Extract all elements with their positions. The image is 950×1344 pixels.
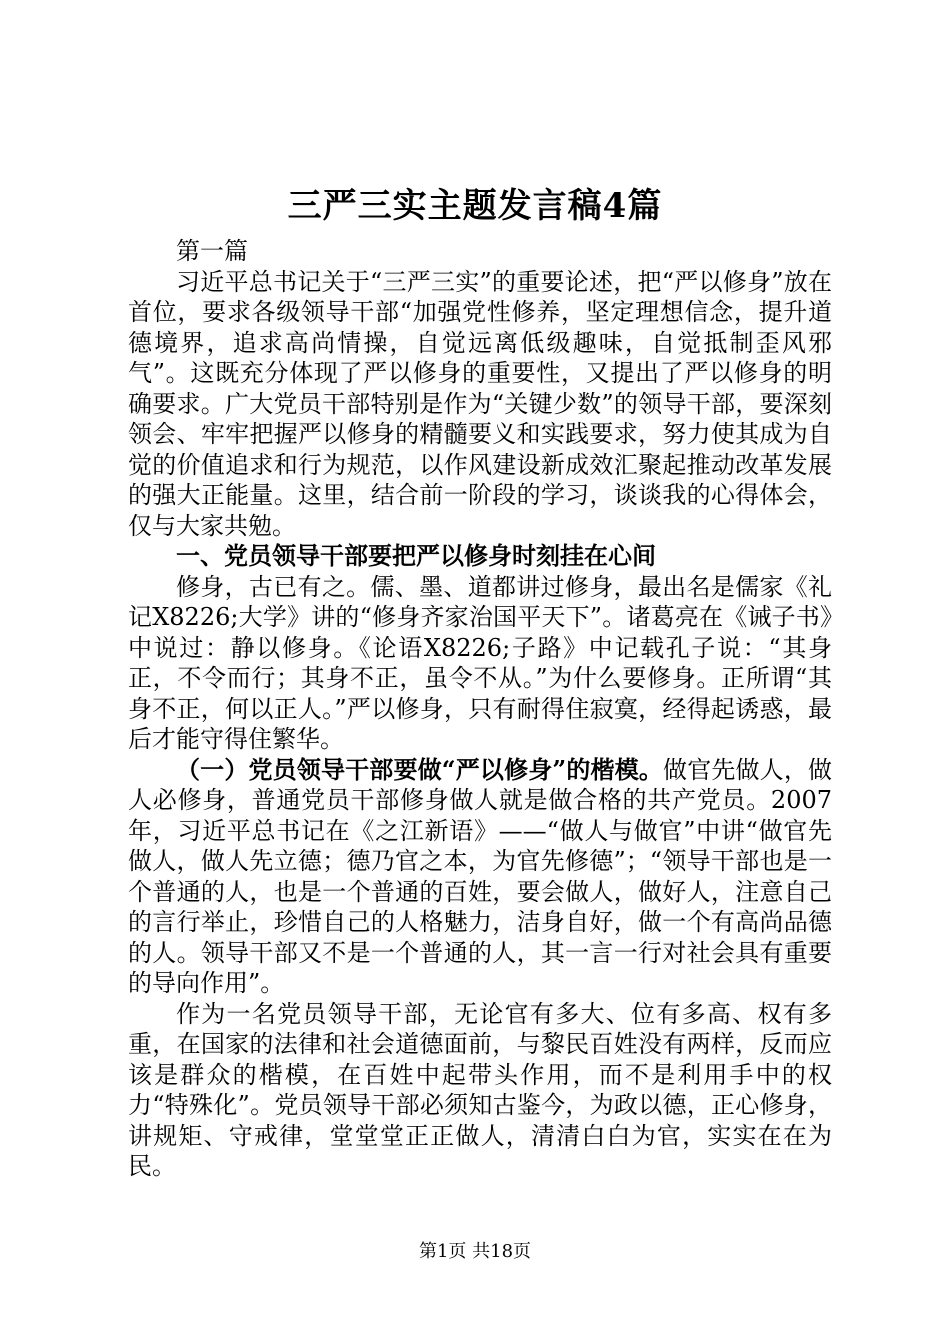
subsection-heading: （一）党员领导干部要做“严以修身”的楷模。 <box>176 754 664 784</box>
paragraph-self-cultivation: 修身，古已有之。儒、墨、道都讲过修身，最出名是儒家《礼记X8226;大学》讲的“修身齐家治国平天下”。诸葛亮在《诫子书》中说过：静以修身。《论语X8226;子路》中记载孔子说：“其身正，不令而行；其身不正，虽令不从。”为什么要修身。正所谓“其身不正，何以正人。”严以修身，只有耐得住寂寞，经得起诱惑，最后才能守得住繁华。 <box>128 572 832 753</box>
section-label: 第一篇 <box>176 237 248 265</box>
page-footer: 第1页 共18页 <box>418 1241 532 1262</box>
paragraph-cadre-duty: 作为一名党员领导干部，无论官有多大、位有多高、权有多重，在国家的法律和社会道德面前，与黎民百姓没有两样，反而应该是群众的楷模，在百姓中起带头作用，而不是利用手中的权力“特殊化”。党员领导干部必须知古鉴今，为政以德，正心修身，讲规矩、守戒律，堂堂堂正正做人，清清白白为官，实实在在为民。 <box>128 999 832 1180</box>
document-title: 三严三实主题发言稿4篇 <box>287 186 663 226</box>
paragraph-role-model <box>128 755 832 999</box>
document-body <box>128 236 832 1182</box>
section-heading: 一、党员领导干部要把严以修身时刻挂在心间 <box>176 541 656 570</box>
paragraph-role-model-text: 做官先做人，做人必修身，普通党员干部修身做人就是做合格的共产党员。2007年，习近平总书记在《之江新语》——“做人与做官”中讲“做官先做人，做人先立德；德乃官之本，为官先修德”；“领导干部也是一个普通的人，也是一个普通的百姓，要会做人，做好人，注意自己的言行举止，珍惜自己的人格魅力，洁身自好，做一个有高尚品德的人。领导干部又不是一个普通的人，其一言一行对社会具有重要的导向作用”。 <box>128 755 833 997</box>
paragraph-intro: 习近平总书记关于“三严三实”的重要论述，把“严以修身”放在首位，要求各级领导干部“加强党性修养，坚定理想信念，提升道德境界，追求高尚情操，自觉远离低级趣味，自觉抵制歪风邪气”。这既充分体现了严以修身的重要性，又提出了严以修身的明确要求。广大党员干部特别是作为“关键少数”的领导干部，要深刻领会、牢牢把握严以修身的精髓要义和实践要求，努力使其成为自觉的价值追求和行为规范，以作风建设新成效汇聚起推动改革发展的强大正能量。这里，结合前一阶段的学习，谈谈我的心得体会，仅与大家共勉。 <box>128 267 832 540</box>
